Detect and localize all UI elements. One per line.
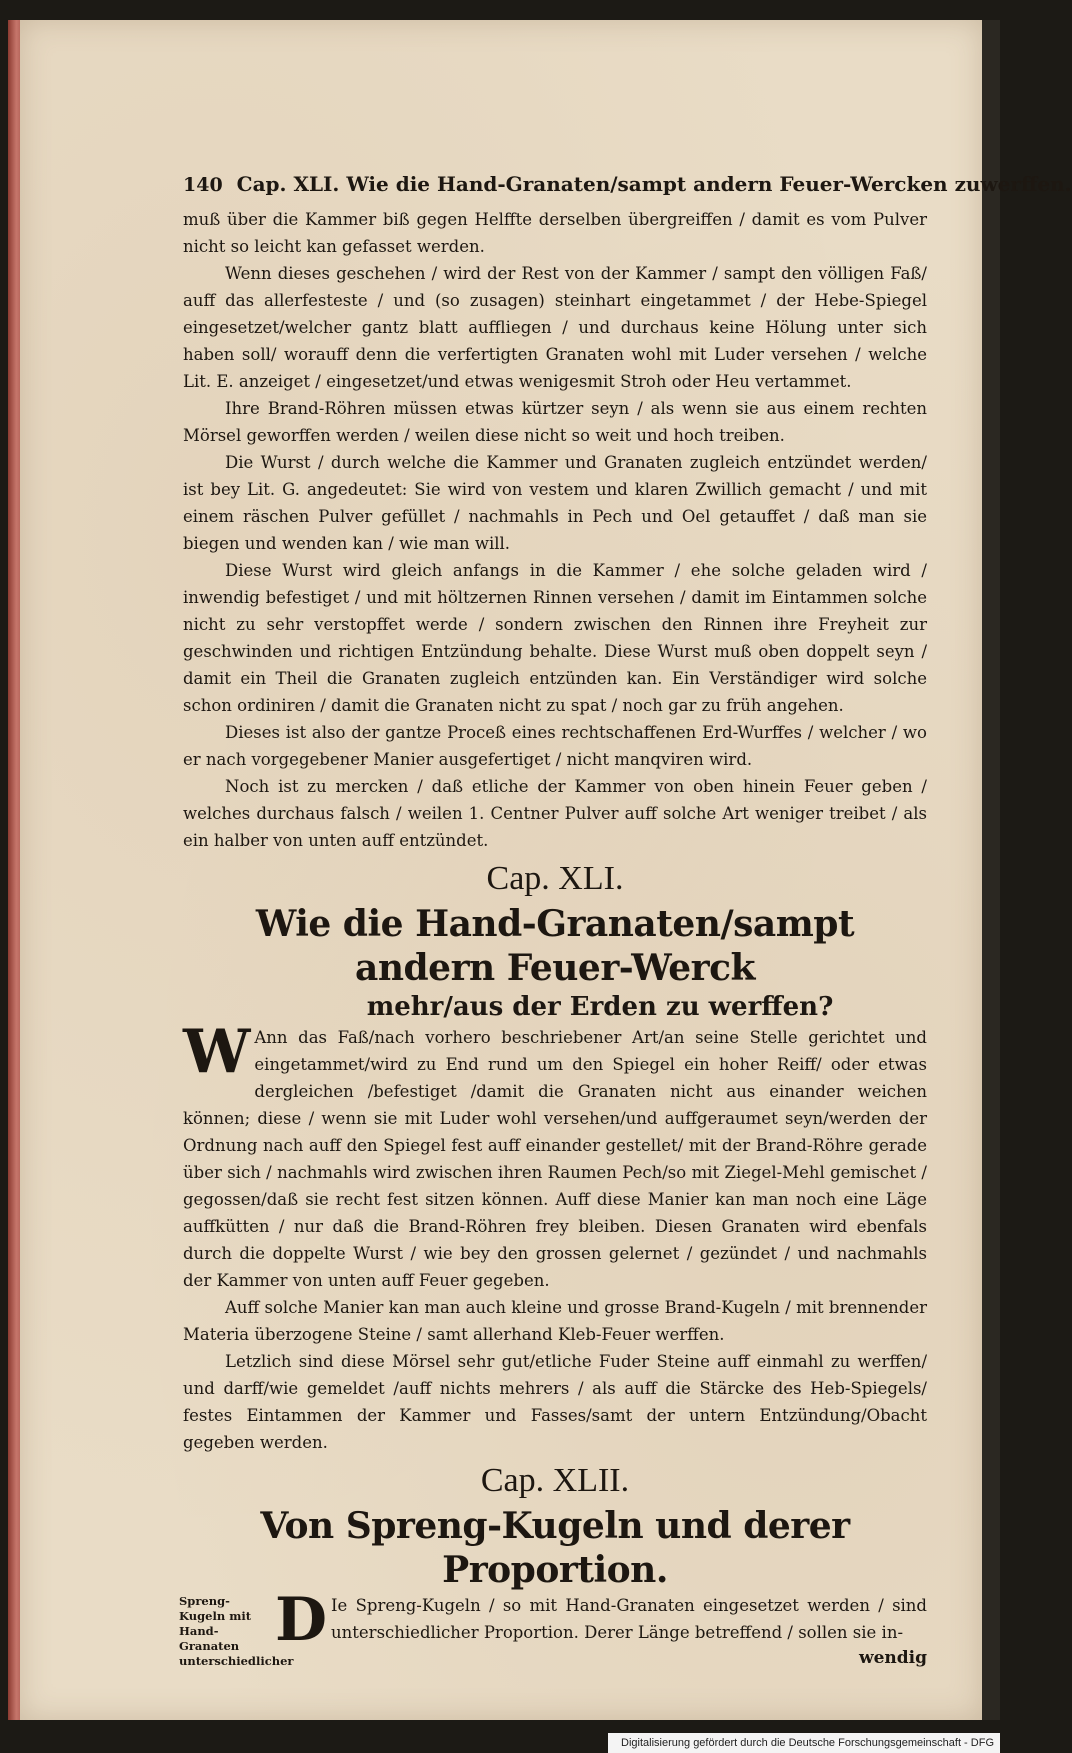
running-head-title: Cap. XLI. Wie die Hand-Granaten/sampt andern Feuer-Wercken zuwerffen.: [236, 172, 1072, 196]
paragraph: Dieses ist also der gantze Proceß eines rechtschaffenen Erd-Wurffes / welcher / wo er nach vorgegebener Manier ausgefertiget / nicht manqviren wird.: [183, 723, 927, 769]
margin-note: Spreng-Kugeln mit Hand-Granaten unterschiedlicher: [179, 1594, 294, 1668]
chapter-number: Cap. XLI.: [486, 860, 624, 897]
running-header: [183, 172, 1072, 206]
paragraph: Wenn dieses geschehen / wird der Rest von der Kammer / sampt den völligen Faß/ auff das allerfesteste / und (so zusagen) steinhart eingetammet / der Hebe-Spiegel eingesetzet/welcher gantz blatt auffliegen / und durchaus keine Hölung unter sich haben soll/ worauff denn die verfertigten Granaten wohl mit Luder versehen / welche Lit. E. anzeiget / eingesetzet/und etwas wenigesmit Stroh oder Heu vertammet.: [183, 264, 927, 391]
paragraph: Ann das Faß/nach vorhero beschriebener Art/an seine Stelle gerichtet und eingetammet/wird zu End rund um den Spiegel ein hoher Reiff/ oder etwas dergleichen /befestiget /damit die Granaten nicht aus einander weichen können; diese / wenn sie mit Luder wohl versehen/und auffgeraumet seyn/werden der Ordnung nach auff den Spiegel fest auff einander gestellet/ mit der Brand-Röhre gerade über sich / nachmahls wird zwischen ihren Raumen Pech/so mit Ziegel-Mehl gemischet / gegossen/daß sie recht fest sitzen können. Auff diese Manier kan man noch eine Läge auffkütten / nur daß die Brand-Röhren frey bleiben. Diesen Granaten wird ebenfals durch die doppelte Wurst / wie bey den grossen gelernet / gezündet / und nachmahls der Kammer von unten auff Feuer gegeben.: [183, 1028, 927, 1290]
drop-cap: W: [183, 1017, 251, 1087]
chapter-subtitle: mehr/aus der Erden zu werffen?: [366, 992, 834, 1022]
chapter-body: [183, 1017, 927, 1294]
chapter-title: Wie die Hand-Granaten/sampt andern Feuer-Werck: [255, 903, 855, 989]
paragraph: Die Wurst / durch welche die Kammer und Granaten zugleich entzündet werden/ ist bey Lit. G. angedeutet: Sie wird von vestem und klaren Zwillich gemacht / und mit einem räschen Pulver gefüllet / nachmahls in Pech und Oel getauffet / daß man sie biegen und wenden kan / wie man will.: [183, 453, 927, 553]
chapter-title: Von Spreng-Kugeln und derer Proportion.: [260, 1505, 850, 1591]
page-content: [179, 172, 1072, 1668]
paragraph: Noch ist zu mercken / daß etliche der Kammer von oben hinein Feuer geben / welches durchaus falsch / weilen 1. Centner Pulver auff solche Art weniger treibet / als ein halber von unten auff entzündet.: [183, 777, 927, 850]
paragraph: Diese Wurst wird gleich anfangs in die Kammer / ehe solche geladen wird / inwendig befestiget / und mit höltzernen Rinnen versehen / damit im Eintammen solche nicht zu sehr verstopffet werde / sondern zwischen den Rinnen ihre Freyheit zur geschwinden und richtigen Entzündung behalte. Diese Wurst muß oben doppelt seyn / damit ein Theil die Granaten zugleich entzünden kan. Ein Verständiger wird solche schon ordiniren / damit die Granaten nicht zu spat / noch gar zu früh angehen.: [183, 561, 927, 715]
paragraph: Auff solche Manier kan man auch kleine und grosse Brand-Kugeln / mit brennender Materia überzogene Steine / samt allerhand Kleb-Feuer werffen.: [183, 1298, 927, 1344]
page-number: 140: [183, 174, 223, 196]
drop-cap: D: [275, 1585, 328, 1655]
catchword: wendig: [858, 1648, 927, 1668]
paragraph: Ihre Brand-Röhren müssen etwas kürtzer seyn / als wenn sie aus einem rechten Mörsel geworffen werden / weilen diese nicht so weit und hoch treiben.: [183, 399, 927, 445]
book-edge-right: [982, 20, 1000, 1720]
digitization-footer: Digitalisierung gefördert durch die Deutsche Forschungsgemeinschaft - DFG: [608, 1733, 1000, 1753]
chapter-number: Cap. XLII.: [480, 1462, 630, 1499]
paragraph: Letzlich sind diese Mörsel sehr gut/etliche Fuder Steine auff einmahl zu werffen/ und darff/wie gemeldet /auff nichts mehrers / als auff die Stärcke des Heb-Spiegels/ festes Eintammen der Kammer und Fasses/samt der untern Entzündung/Obacht gegeben werden.: [183, 1352, 927, 1452]
paragraph: Ie Spreng-Kugeln / so mit Hand-Granaten eingesetzet werden / sind unterschiedlicher Proportion. Derer Länge betreffend / sollen sie in-: [331, 1596, 927, 1642]
paragraph: muß über die Kammer biß gegen Helffte derselben übergreiffen / damit es vom Pulver nicht so leicht kan gefasset werden.: [183, 210, 927, 256]
